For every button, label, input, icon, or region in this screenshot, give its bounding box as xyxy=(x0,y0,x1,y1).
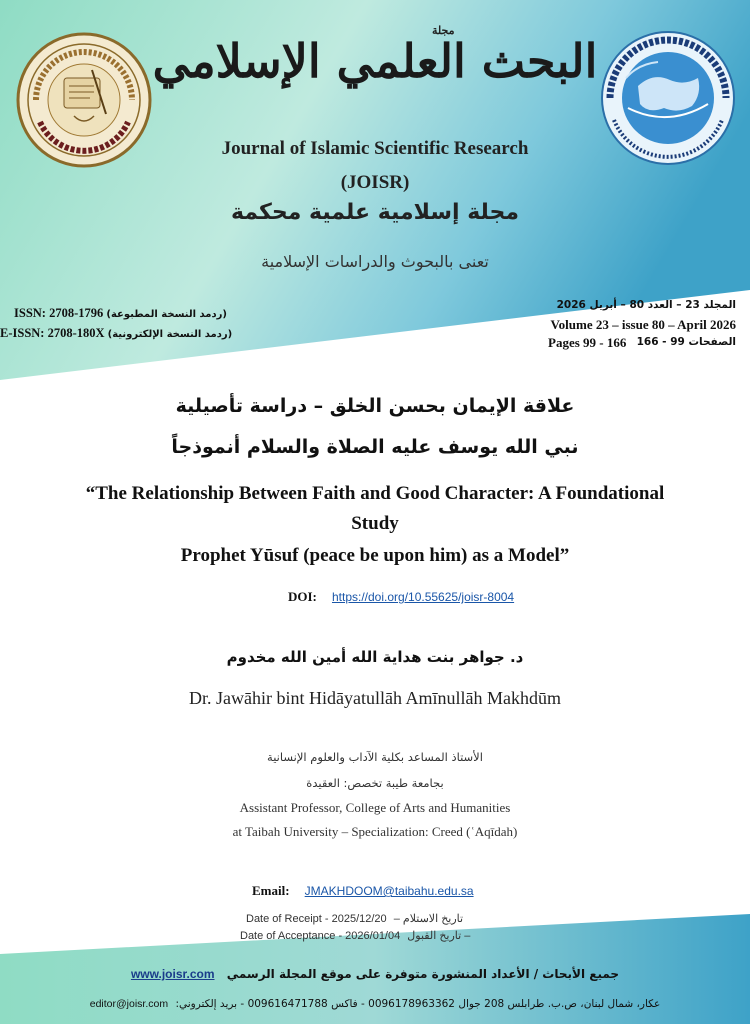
journal-english-title: Journal of Islamic Scientific Research xyxy=(221,138,529,159)
author-name-english: Dr. Jawāhir bint Hidāyatullāh Amīnullāh Makhdūm xyxy=(189,688,561,708)
print-issn-value: ISSN: 2708-1796 xyxy=(14,306,104,320)
doi-row xyxy=(288,586,514,605)
footer-website-row xyxy=(0,967,750,981)
footer-website-link[interactable]: www.joisr.com xyxy=(130,967,215,981)
doi-link[interactable]: https://doi.org/10.55625/joisr-8004 xyxy=(331,590,515,604)
article-title-arabic-line2: نبي الله يوسف عليه الصلاة والسلام أنموذجاً xyxy=(171,436,579,458)
receipt-date-arabic: تاريخ الاستلام – xyxy=(393,913,464,925)
academy-globe-logo xyxy=(598,28,738,168)
print-issn-note: (ردمد النسخة المطبوعة) xyxy=(106,309,227,320)
electronic-issn-note: (ردمد النسخة الإلكترونية) xyxy=(107,329,233,340)
email-row xyxy=(252,880,474,899)
journal-seal-logo xyxy=(14,30,154,170)
footer-website-note: جميع الأبحاث / الأعداد المنشورة متوفرة على موقع المجلة الرسمي xyxy=(226,967,620,981)
pages-english: Pages 99 - 166 xyxy=(548,335,627,350)
author-name-arabic: د. جواهر بنت هداية الله أمين الله مخدوم xyxy=(226,648,524,666)
electronic-issn-value: E-ISSN: 2708-180X xyxy=(0,326,105,340)
journal-arabic-calligraphy: البحث العلمي الإسلامي xyxy=(152,34,598,88)
affiliation-arabic-line2: بجامعة طيبة تخصص: العقيدة xyxy=(306,776,444,790)
article-title-english-line3: Prophet Yūsuf (peace be upon him) as a Model” xyxy=(180,545,570,566)
print-issn xyxy=(14,306,227,321)
receipt-date-english: Date of Receipt - 2025/12/20 xyxy=(246,913,387,925)
footer-contact-row xyxy=(0,998,750,1010)
magazine-word: مجلة xyxy=(432,24,455,37)
affiliation-arabic-line1: الأستاذ المساعد بكلية الآداب والعلوم الإنسانية xyxy=(267,750,483,764)
globe-icon xyxy=(598,28,738,168)
acceptance-date-row xyxy=(240,929,470,942)
journal-abbreviation: (JOISR) xyxy=(340,172,410,193)
email-label: Email: xyxy=(252,883,290,898)
affiliation-english-line1: Assistant Professor, College of Arts and Humanities xyxy=(239,800,511,815)
author-email-link[interactable]: JMAKHDOOM@taibahu.edu.sa xyxy=(304,884,474,898)
journal-arabic-subtitle: تعنى بالبحوث والدراسات الإسلامية xyxy=(261,252,489,271)
volume-arabic: المجلد 23 – العدد 80 – أبريل 2026 xyxy=(556,299,736,311)
seal-icon xyxy=(14,30,154,170)
volume-english: Volume 23 – issue 80 – April 2026 xyxy=(550,317,736,332)
footer-contact-info: عكار، شمال لبنان، ص.ب. طرابلس 208 جوال 0096178963362 - فاكس 009616471788 - بريد إلكتروني: xyxy=(175,998,661,1010)
acceptance-date-arabic: – تاريخ القبول xyxy=(407,930,471,942)
pages-arabic: الصفحات 99 - 166 xyxy=(636,336,736,348)
journal-arabic-description: مجلة إسلامية علمية محكمة xyxy=(230,200,520,225)
receipt-date-row xyxy=(246,912,463,925)
article-title-arabic-line1: علاقة الإيمان بحسن الخلق – دراسة تأصيلية xyxy=(175,395,575,417)
footer-editor-email[interactable]: editor@joisr.com xyxy=(89,998,169,1010)
acceptance-date-english: Date of Acceptance - 2026/01/04 xyxy=(240,930,401,942)
electronic-issn xyxy=(0,326,232,341)
doi-label: DOI: xyxy=(288,589,317,604)
affiliation-english-line2: at Taibah University – Specialization: Creed (ʿAqīdah) xyxy=(232,824,518,839)
article-title-english-line1: “The Relationship Between Faith and Good Character: A Foundational xyxy=(85,483,665,504)
article-title-english-line2: Study xyxy=(351,513,399,534)
